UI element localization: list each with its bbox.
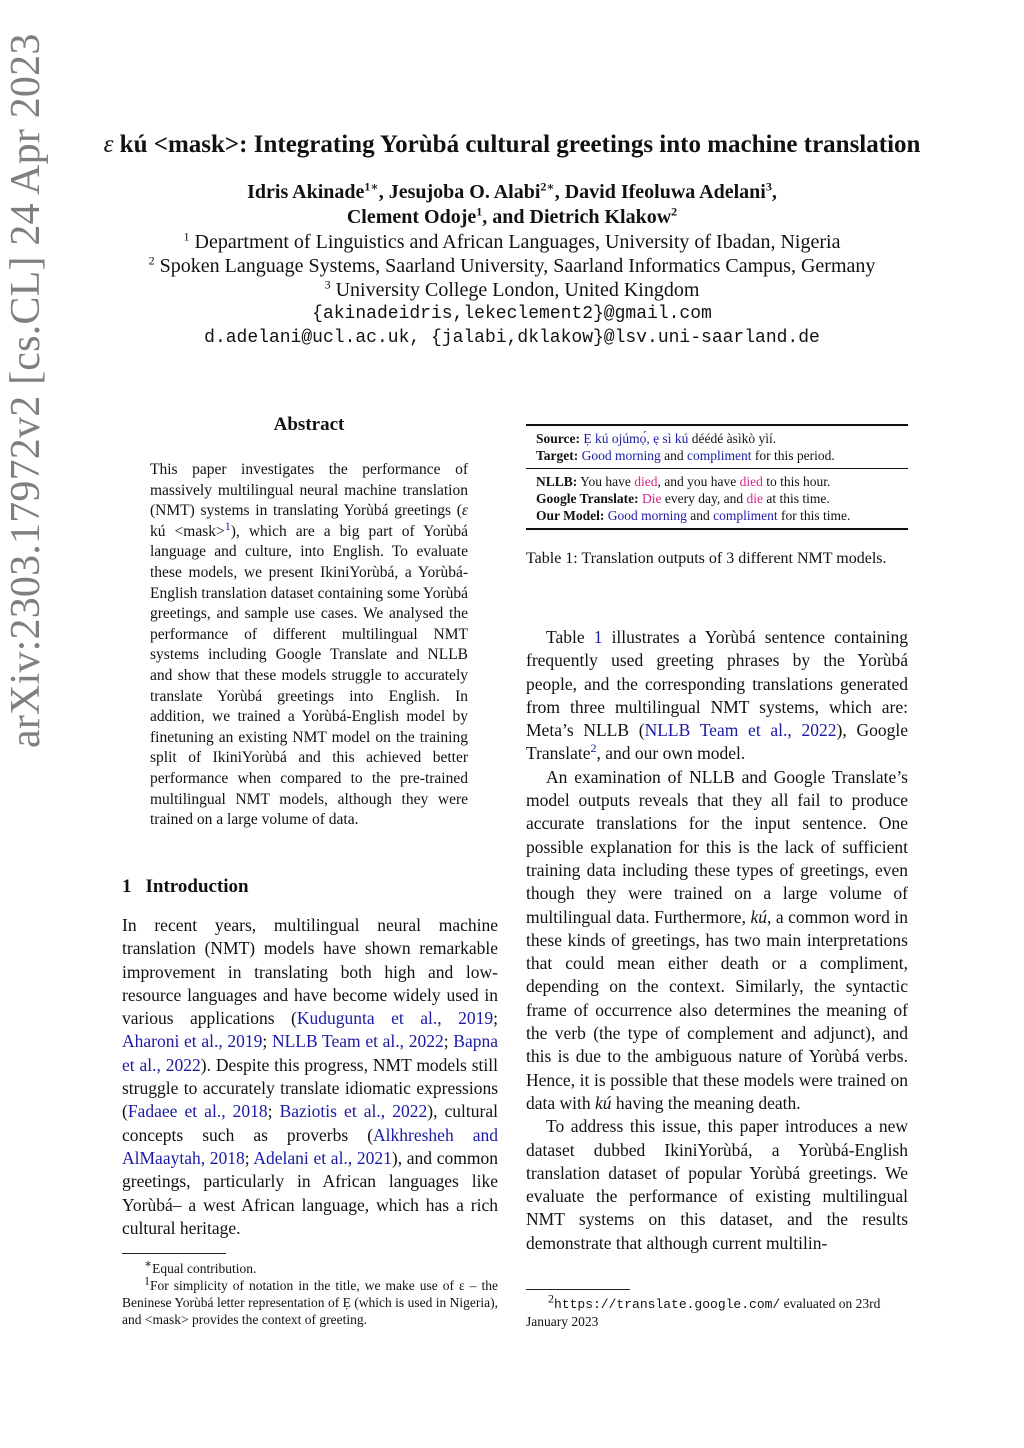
author-name: Jesujoba O. Alabi <box>388 181 541 203</box>
footnote-rule <box>122 1253 226 1254</box>
citation-separator: ; <box>267 1101 280 1122</box>
body-text: illustrates a Yorùbá sentence containing frequently used greeting phrases by the Yorùbá people, and the corresponding translations generated from three multilingual NMT systems, which are: Meta’s NLLB ( <box>526 627 908 741</box>
footnote-rule <box>526 1289 630 1290</box>
footnote-text: evaluated on 23rd January 2023 <box>526 1296 881 1329</box>
abstract-text: ), which are a big part of Yorùbá language and culture, into English. To evaluate these models, we present IkiniYorùbá, a Yorùbá-English translation dataset containing some Yorùbá greetings, and sample use cases. We analysed the performance of different multilingual NMT systems including Google Translate and NLLB and show that these models struggle to accurately translate Yorùbá greetings into English. In addition, we trained a Yorùbá-English model by finetuning an existing NMT model on the training split of IkiniYorùbá and this achieved better performance when compared to the pre-trained multilingual NMT models, although they were trained on a large volume of data. <box>150 522 469 829</box>
row-text: , and you have <box>657 474 740 489</box>
row-text: You have <box>577 474 635 489</box>
footnote-mark: 2 <box>548 1291 554 1306</box>
author-name: Idris Akinade <box>247 181 365 203</box>
title-epsilon: ε <box>103 131 114 158</box>
citation-separator: ; <box>493 1008 499 1029</box>
table-reference-block <box>526 426 908 468</box>
section-heading-introduction <box>122 876 249 898</box>
highlight-correct: Good morning <box>607 508 687 523</box>
author-affiliation-mark: 1 <box>476 204 483 219</box>
author-name: Dietrich Klakow <box>529 206 672 228</box>
author-separator: , <box>378 181 389 203</box>
author-name: Clement Odoje <box>346 206 477 228</box>
affiliation-line <box>100 278 924 302</box>
affiliation-line <box>100 230 924 254</box>
author-separator: , <box>554 181 565 203</box>
author-affiliation-mark: 1∗ <box>364 179 379 194</box>
footnotes-right-column <box>526 1291 908 1330</box>
email-line: {akinadeidris,lekeclement2}@gmail.com <box>312 304 712 324</box>
citation-link[interactable]: Kudugunta et al., 2019 <box>296 1008 494 1029</box>
footnote-text: Equal contribution. <box>152 1261 257 1276</box>
body-paragraph <box>526 766 908 1115</box>
footnotes-left-column <box>122 1256 498 1328</box>
table-outputs-block <box>526 469 908 528</box>
paper-header <box>100 130 924 350</box>
table-ref-link[interactable]: 1 <box>593 627 603 647</box>
citation-link[interactable]: Adelani et al., 2021 <box>253 1147 392 1168</box>
citation-link[interactable]: NLLB Team et al., 2022 <box>644 720 837 741</box>
row-label: Google Translate: <box>536 491 639 506</box>
row-text: and <box>660 448 687 463</box>
author-separator: , and <box>482 206 530 228</box>
abstract-body <box>150 460 468 831</box>
intro-text: ). Despite this progress, NMT models still struggle to accurately translate idiomatic expressions ( <box>122 1054 498 1122</box>
row-label: Our Model: <box>536 508 605 523</box>
affiliation-mark: 1 <box>183 229 190 244</box>
citation-link[interactable]: Bapna et al., 2022 <box>122 1031 499 1075</box>
author-name: David Ifeoluwa Adelani <box>564 181 766 203</box>
highlight-correct: compliment <box>713 508 778 523</box>
table-row-source <box>536 430 898 447</box>
citation-link[interactable]: Alkhresheh and AlMaaytah, 2018 <box>122 1124 498 1168</box>
right-column-body <box>526 626 908 1255</box>
footnote-text: For simplicity of notation in the title, we make use of ε – the Beninese Yorùbá letter representation of Ẹ (which is used in Nigeria), and <mask> provides the context of greeting. <box>122 1278 498 1327</box>
intro-text: ), and common greetings, particularly in African languages like Yorùbá– a west African language, which has a rich cultural heritage. <box>122 1147 498 1238</box>
body-text: , a common word in these kinds of greetings, has two main interpretations that could mean either death or a compliment, depending on the context. Similarly, the syntactic frame of occurrence also determines the meaning of the verb (the type of complement and adjunct), and this is due to the ambiguous nature of Yorùbá verbs. Hence, it is possible that these models were trained on data with <box>526 906 908 1113</box>
highlight-wrong: Die <box>642 491 662 506</box>
affiliation-text: Department of Linguistics and African Languages, University of Ibadan, Nigeria <box>194 231 841 253</box>
body-text: , and our own model. <box>596 743 746 764</box>
row-text: at this time. <box>762 491 830 506</box>
footnote <box>122 1256 498 1277</box>
row-label: Target: <box>536 448 579 463</box>
footnote-ref-link[interactable]: 2 <box>590 741 597 756</box>
body-text: ), Google Translate <box>526 720 908 764</box>
introduction-paragraph <box>122 914 498 1240</box>
footnote-mark: 1 <box>144 1273 150 1288</box>
table-row-nllb <box>536 473 898 490</box>
author-separator: , <box>771 181 777 203</box>
author-list <box>100 180 924 230</box>
title-text: kú <mask>: Integrating Yorùbá cultural greetings into machine translation <box>119 131 921 158</box>
footnote <box>526 1291 908 1330</box>
body-text: having the meaning death. <box>611 1092 801 1113</box>
author-affiliation-mark: 3 <box>765 179 772 194</box>
highlight-wrong: died <box>739 474 763 489</box>
table-bottom-rule <box>526 528 908 530</box>
abstract-text: This paper investigates the performance of massively multilingual neural machine translation (NMT) systems in translating Yorùbá greetings ( <box>150 461 468 520</box>
highlight-wrong: die <box>746 491 763 506</box>
citation-link[interactable]: Fadaee et al., 2018 <box>127 1101 268 1122</box>
body-text: An examination of NLLB and Google Translate’s model outputs reveals that they all fail to produce accurate translations for the input sentence. One possible explanation for this is the lack of sufficient training data including these types of greetings, even though they were trained on a large volume of multilingual data. Furthermore, <box>526 766 908 927</box>
paper-title <box>100 130 924 160</box>
body-paragraph <box>526 626 908 766</box>
affiliation-mark: 2 <box>148 253 155 268</box>
footnote-url-link[interactable]: https://translate.google.com/ <box>554 1297 781 1312</box>
intro-text: In recent years, multilingual neural machine translation (NMT) models have shown remarkable improvement in translating both high and low-resource languages and have become widely used in various applications ( <box>122 915 498 1029</box>
highlight-wrong: died <box>634 474 658 489</box>
affiliation-text: Spoken Language Systems, Saarland University, Saarland Informatics Campus, Germany <box>159 255 876 277</box>
affiliation-text: University College London, United Kingdom <box>335 279 700 301</box>
row-label: NLLB: <box>536 474 578 489</box>
table-row-google <box>536 490 898 507</box>
footnote-mark: ∗ <box>144 1256 153 1271</box>
author-affiliation-mark: 2∗ <box>540 179 555 194</box>
citation-link[interactable]: Baziotis et al., 2022 <box>279 1101 428 1122</box>
body-text: Table <box>546 627 594 647</box>
row-label: Source: <box>536 431 580 446</box>
affiliation-mark: 3 <box>324 277 331 292</box>
section-number: 1 <box>122 876 132 897</box>
affiliation-line <box>100 254 924 278</box>
author-affiliation-mark: 2 <box>671 204 678 219</box>
arxiv-identifier-stamp: arXiv:2303.17972v2 [cs.CL] 24 Apr 2023 <box>3 33 49 748</box>
body-italic: kú <box>750 906 767 927</box>
body-italic: kú <box>595 1092 612 1113</box>
source-rest: déédé àsìkò yìí. <box>688 431 777 446</box>
abstract-heading: Abstract <box>273 414 345 435</box>
email-line: d.adelani@ucl.ac.uk, {jalabi,dklakow}@lsv.uni-saarland.de <box>204 328 820 348</box>
table-row-our-model <box>536 507 898 524</box>
body-paragraph: To address this issue, this paper introduces a new dataset dubbed IkiniYorùbá, a Yorùbá-English translation dataset of popular Yorùbá greetings. We evaluate the performance of existing multilingual NMT systems on this dataset, and the results demonstrate that although current multilin- <box>526 1116 908 1253</box>
row-text: for this period. <box>751 448 835 463</box>
citation-separator: ; <box>262 1031 272 1052</box>
citation-link[interactable]: NLLB Team et al., 2022 <box>271 1031 444 1052</box>
section-title: Introduction <box>145 876 249 897</box>
table-caption: Table 1: Translation outputs of 3 different NMT models. <box>526 550 887 567</box>
citation-separator: ; <box>244 1147 254 1168</box>
citation-separator: ; <box>443 1031 454 1052</box>
citation-link[interactable]: Aharoni et al., 2019 <box>122 1031 263 1052</box>
abstract-greeting-epsilon: ε <box>461 502 468 520</box>
row-text: to this hour. <box>762 474 831 489</box>
abstract-greeting: kú <mask> <box>150 522 225 540</box>
footnote <box>122 1273 498 1328</box>
row-text: and <box>686 508 714 523</box>
footnote-ref-link[interactable]: 1 <box>224 518 231 533</box>
intro-text: ), cultural concepts such as proverbs ( <box>122 1101 498 1145</box>
translation-table <box>526 424 908 530</box>
highlight-correct: Good morning <box>581 448 661 463</box>
highlight-correct: compliment <box>687 448 752 463</box>
row-text: every day, and <box>661 491 747 506</box>
row-text: for this time. <box>777 508 851 523</box>
source-greeting: Ẹ kú ojúmọ́, ẹ sì kú <box>583 431 689 446</box>
table-row-target <box>536 447 898 464</box>
